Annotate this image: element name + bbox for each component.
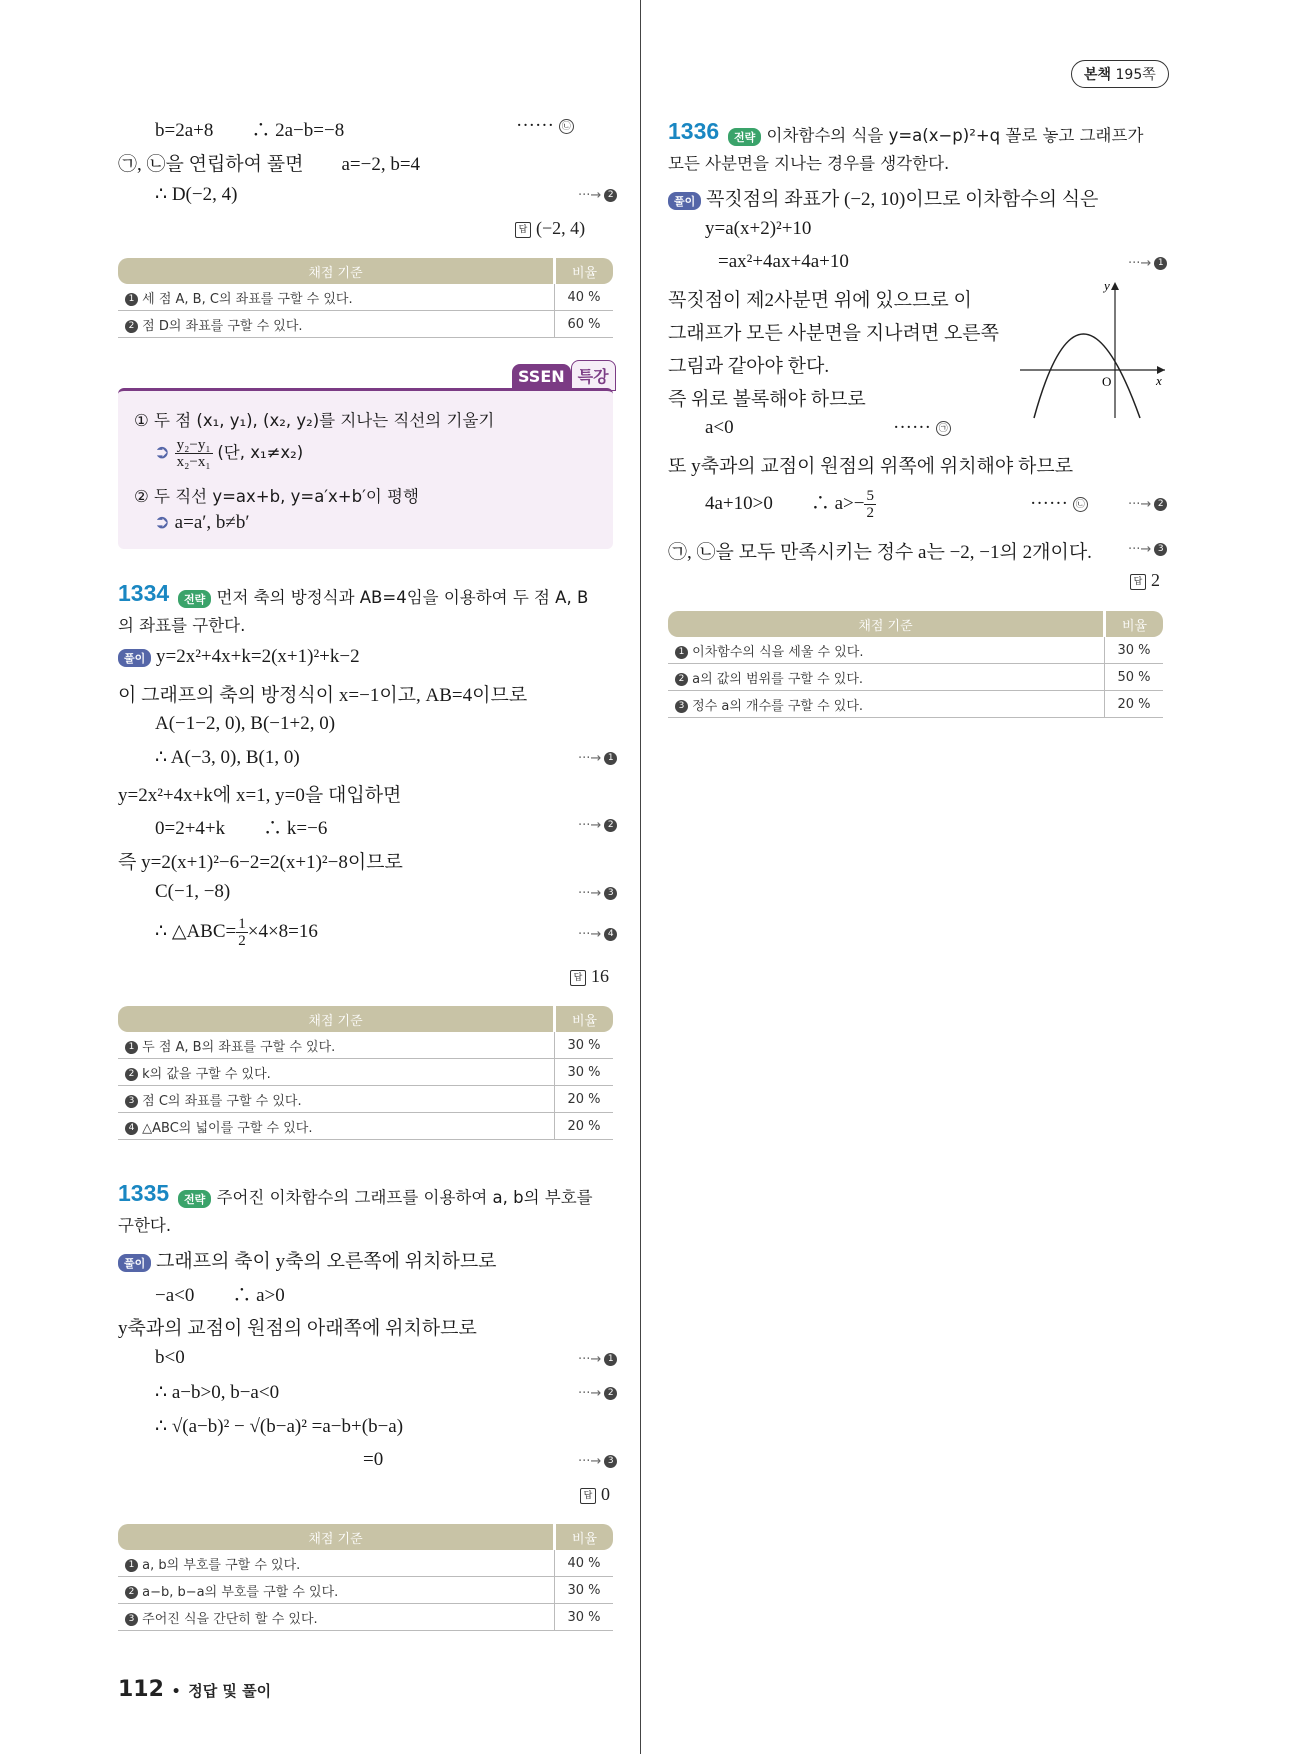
solution-line: 풀이 y=2x²+4x+k=2(x+1)²+k−2 bbox=[118, 646, 360, 668]
strategy-text: 전략 이차함수의 식을 y=a(x−p)²+q 꼴로 놓고 그래프가 bbox=[728, 122, 1143, 146]
eq-line: ㉠, ㉡을 연립하여 풀면 a=−2, b=4 bbox=[118, 154, 421, 175]
ssen-tab: SSEN 특강 bbox=[512, 360, 616, 391]
eq-line: b=2a+8 ∴ 2a−b=−8 bbox=[155, 120, 345, 141]
step-marker: ···→ 1 bbox=[1128, 256, 1167, 271]
step-marker: ···→ 2 bbox=[1128, 497, 1167, 512]
step-marker: ···→ 2 bbox=[578, 818, 617, 833]
origin-label: O bbox=[1102, 374, 1112, 389]
strategy-text: 모든 사분면을 지나는 경우를 생각한다. bbox=[668, 154, 950, 173]
eq-line: ∴ D(−2, 4) bbox=[155, 184, 238, 205]
solution-line: 4a+10>0 ∴ a>− $\frac{5}{2}$ bbox=[705, 488, 874, 522]
strategy-text: 전략 주어진 이차함수의 그래프를 이용하여 a, b의 부호를 bbox=[178, 1184, 593, 1208]
step-marker: ···→ 2 bbox=[578, 1386, 617, 1401]
table-row: 2 k의 값을 구할 수 있다. 30 % bbox=[118, 1059, 613, 1086]
solution-line: A(−1−2, 0), B(−1+2, 0) bbox=[155, 713, 336, 734]
strategy-text: 의 좌표를 구한다. bbox=[118, 616, 246, 635]
mark-circle: ㉡ bbox=[559, 119, 574, 134]
step-marker: ···→ 2 bbox=[578, 188, 617, 203]
dots-mark: ······ ㉡ bbox=[516, 115, 574, 137]
solution-line: y=a(x+2)²+10 bbox=[705, 218, 812, 239]
table-row: 4 △ABC의 넓이를 구할 수 있다. 20 % bbox=[118, 1113, 613, 1140]
answer: 답 16 bbox=[570, 966, 609, 987]
table-row: 1 a, b의 부호를 구할 수 있다. 40 % bbox=[118, 1550, 613, 1577]
answer: 답 2 bbox=[1130, 570, 1160, 591]
parabola-curve bbox=[1034, 334, 1140, 418]
solution-line: C(−1, −8) bbox=[155, 881, 231, 902]
solution-line: ㉠, ㉡을 모두 만족시키는 정수 a는 −2, −1의 2개이다. bbox=[668, 542, 1092, 563]
answer: 답 (−2, 4) bbox=[515, 218, 585, 239]
solution-line: 풀이 그래프의 축이 y축의 오른쪽에 위치하므로 bbox=[118, 1246, 497, 1273]
table-row: 3 점 C의 좌표를 구할 수 있다. 20 % bbox=[118, 1086, 613, 1113]
problem-number: 1335 bbox=[118, 1180, 170, 1206]
scoring-table: 채점 기준 비율 1 이차함수의 식을 세울 수 있다. 30 % 2 a의 값의 범위를 구할 수 있다. 50 % 3 정수 a의 개수를 구할 수 있다. 20 % bbox=[668, 611, 1163, 718]
solution-line: y=2x²+4x+k에 x=1, y=0을 대입하면 bbox=[118, 785, 402, 806]
page-footer: 112 • 정답 및 풀이 bbox=[118, 1677, 272, 1702]
slope-fraction: $\frac{\text{y₂−y₁}}{\text{x₂−x₁}}$ bbox=[176, 437, 211, 470]
answer: 답 0 bbox=[580, 1484, 610, 1505]
step-marker: ···→ 3 bbox=[578, 1454, 617, 1469]
solution-line: 0=2+4+k ∴ k=−6 bbox=[155, 818, 328, 839]
solution-line: ∴ a−b>0, b−a<0 bbox=[155, 1382, 280, 1403]
solution-line: b<0 bbox=[155, 1347, 185, 1368]
table-row: 2 점 D의 좌표를 구할 수 있다. 60 % bbox=[118, 311, 613, 338]
solution-line: ∴ A(−3, 0), B(1, 0) bbox=[155, 747, 300, 768]
scoring-table: 채점 기준 비율 1 두 점 A, B의 좌표를 구할 수 있다. 30 % 2 k의 값을 구할 수 있다. 30 % 3 점 C의 좌표를 구할 수 있다. 20 % 4 △ABC의 넓이를 구할 수 있다. 20 % bbox=[118, 1006, 613, 1140]
solution-line: y축과의 교점이 원점의 아래쪽에 위치하므로 bbox=[118, 1318, 477, 1339]
table-row: 3 정수 a의 개수를 구할 수 있다. 20 % bbox=[668, 691, 1163, 718]
strategy-text: 전략 먼저 축의 방정식과 AB=4임을 이용하여 두 점 A, B bbox=[178, 584, 588, 608]
parabola-graph bbox=[1020, 280, 1170, 420]
solution-line: =0 bbox=[363, 1449, 384, 1470]
column-divider bbox=[640, 0, 641, 1754]
solution-line: 또 y축과의 교점이 원점의 위쪽에 위치해야 하므로 bbox=[668, 456, 1074, 477]
solution-line: 그림과 같아야 한다. bbox=[668, 356, 830, 377]
solution-line: 풀이 꼭짓점의 좌표가 (−2, 10)이므로 이차함수의 식은 bbox=[668, 184, 1098, 211]
y-label: y bbox=[1104, 280, 1110, 293]
solution-line: 그래프가 모든 사분면을 지나려면 오른쪽 bbox=[668, 323, 1000, 344]
scoring-table: 채점 기준 비율 1 세 점 A, B, C의 좌표를 구할 수 있다. 40 % 2 점 D의 좌표를 구할 수 있다. 60 % bbox=[118, 258, 613, 338]
problem-number: 1334 bbox=[118, 580, 170, 606]
step-marker: ···→ 1 bbox=[578, 1352, 617, 1367]
table-row: 1 두 점 A, B의 좌표를 구할 수 있다. 30 % bbox=[118, 1032, 613, 1059]
scoring-table: 채점 기준 비율 1 a, b의 부호를 구할 수 있다. 40 % 2 a−b, b−a의 부호를 구할 수 있다. 30 % 3 주어진 식을 간단히 할 수 있다. 30 % bbox=[118, 1524, 613, 1631]
step-marker: ···→ 3 bbox=[578, 886, 617, 901]
solution-line: 즉 위로 볼록해야 하므로 bbox=[668, 389, 866, 410]
y-axis-arrow bbox=[1111, 282, 1119, 290]
table-row: 1 이차함수의 식을 세울 수 있다. 30 % bbox=[668, 637, 1163, 664]
solution-line: 이 그래프의 축의 방정식이 x=−1이고, AB=4이므로 bbox=[118, 685, 528, 706]
strategy-text: 구한다. bbox=[118, 1216, 172, 1235]
solution-line: ∴ √(a−b)² − √(b−a)² =a−b+(b−a) bbox=[155, 1416, 404, 1437]
solution-line: −a<0 ∴ a>0 bbox=[155, 1285, 285, 1306]
solution-line: ∴ △ABC= $\frac{1}{2}$ ×4×8=16 bbox=[155, 916, 318, 949]
step-marker: ···→ 4 bbox=[578, 927, 617, 942]
problem-number: 1336 bbox=[668, 118, 720, 144]
table-row: 1 세 점 A, B, C의 좌표를 구할 수 있다. 40 % bbox=[118, 284, 613, 311]
table-row: 2 a−b, b−a의 부호를 구할 수 있다. 30 % bbox=[118, 1577, 613, 1604]
step-marker: ···→ 1 bbox=[578, 751, 617, 766]
solution-line: 꼭짓점이 제2사분면 위에 있으므로 이 bbox=[668, 290, 972, 311]
step-marker: ···→ 3 bbox=[1128, 542, 1167, 557]
solution-line: 즉 y=2(x+1)²−6−2=2(x+1)²−8이므로 bbox=[118, 852, 403, 873]
ssen-note-box: ① 두 점 (x₁, y₁), (x₂, y₂)를 지나는 직선의 기울기 ➲ $\frac{\text{y₂−y₁}}{\text{x₂−x₁}}$ (단, x₁≠x₂) ② 두 직선 y=ax+b, y=a′x+b′이 평행 ➲ a=a′, b≠b′ bbox=[118, 388, 613, 549]
solution-line: =ax²+4ax+4a+10 bbox=[718, 251, 849, 272]
table-row: 2 a의 값의 범위를 구할 수 있다. 50 % bbox=[668, 664, 1163, 691]
table-row: 3 주어진 식을 간단히 할 수 있다. 30 % bbox=[118, 1604, 613, 1631]
solution-line: a<0 bbox=[705, 417, 734, 438]
page-reference-badge: 본책 195쪽 bbox=[1071, 60, 1169, 88]
dots-mark: ······ ㉠ bbox=[893, 417, 951, 439]
x-label: x bbox=[1156, 373, 1162, 388]
dots-mark: ······ ㉡ bbox=[1030, 493, 1088, 515]
